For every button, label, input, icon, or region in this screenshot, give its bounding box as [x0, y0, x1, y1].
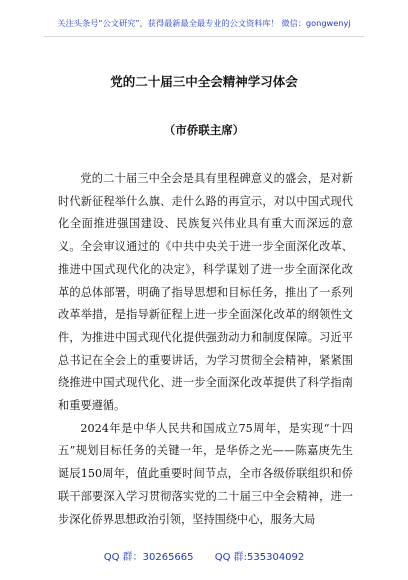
document-author: （市侨联主席）: [163, 123, 245, 137]
footer-qq-group-2: QQ 群:535304092: [214, 552, 305, 563]
header-divider: [44, 36, 364, 37]
document-title: 党的二十届三中全会精神学习体会: [110, 74, 298, 89]
promo-header: 关注头条号“公文研究”，获得最新最全最专业的公文资料库！ 微信：gongwenyj: [57, 18, 351, 28]
paragraph-1: 党的二十届三中全会是具有里程碑意义的盛会，是对新时代新征程举什么旗、走什么路的再宣示，对以中国式现代化全面推进强国建设、民族复兴伟业具有重大而深远的意义。全会审议通过的《中共中央关于进一步全面深化改革、推进中国式现代化的决定》，科学谋划了进一步全面深化改革的总体部署，明确了指导思想和目标任务，推出了一系列改革举措，是指导新征程上进一步全面深化改革的纲领性文件，为推进中国式现代化提供强劲动力和制度保障。习近平总书记在全会上的重要讲话，为学习贯彻全会精神，紧紧围绕推进中国式现代化、进一步全面深化改革提供了科学指南和重要遵循。: [58, 172, 353, 413]
paragraph-2: 2024年是中华人民共和国成立75周年，是实现“十四五”规划目标任务的关键一年，是华侨之光——陈嘉庚先生诞辰150周年，值此重要时间节点，全市各级侨联组织和侨联干部要深入学习贯彻落实党的二十届三中全会精神，进一步深化侨界思想政治引领，坚持围绕中心，服务大局: [58, 421, 353, 526]
document-body: [58, 168, 353, 531]
footer-qq-group-1: QQ 群：30265665: [103, 552, 194, 563]
footer-contacts: [0, 548, 408, 563]
